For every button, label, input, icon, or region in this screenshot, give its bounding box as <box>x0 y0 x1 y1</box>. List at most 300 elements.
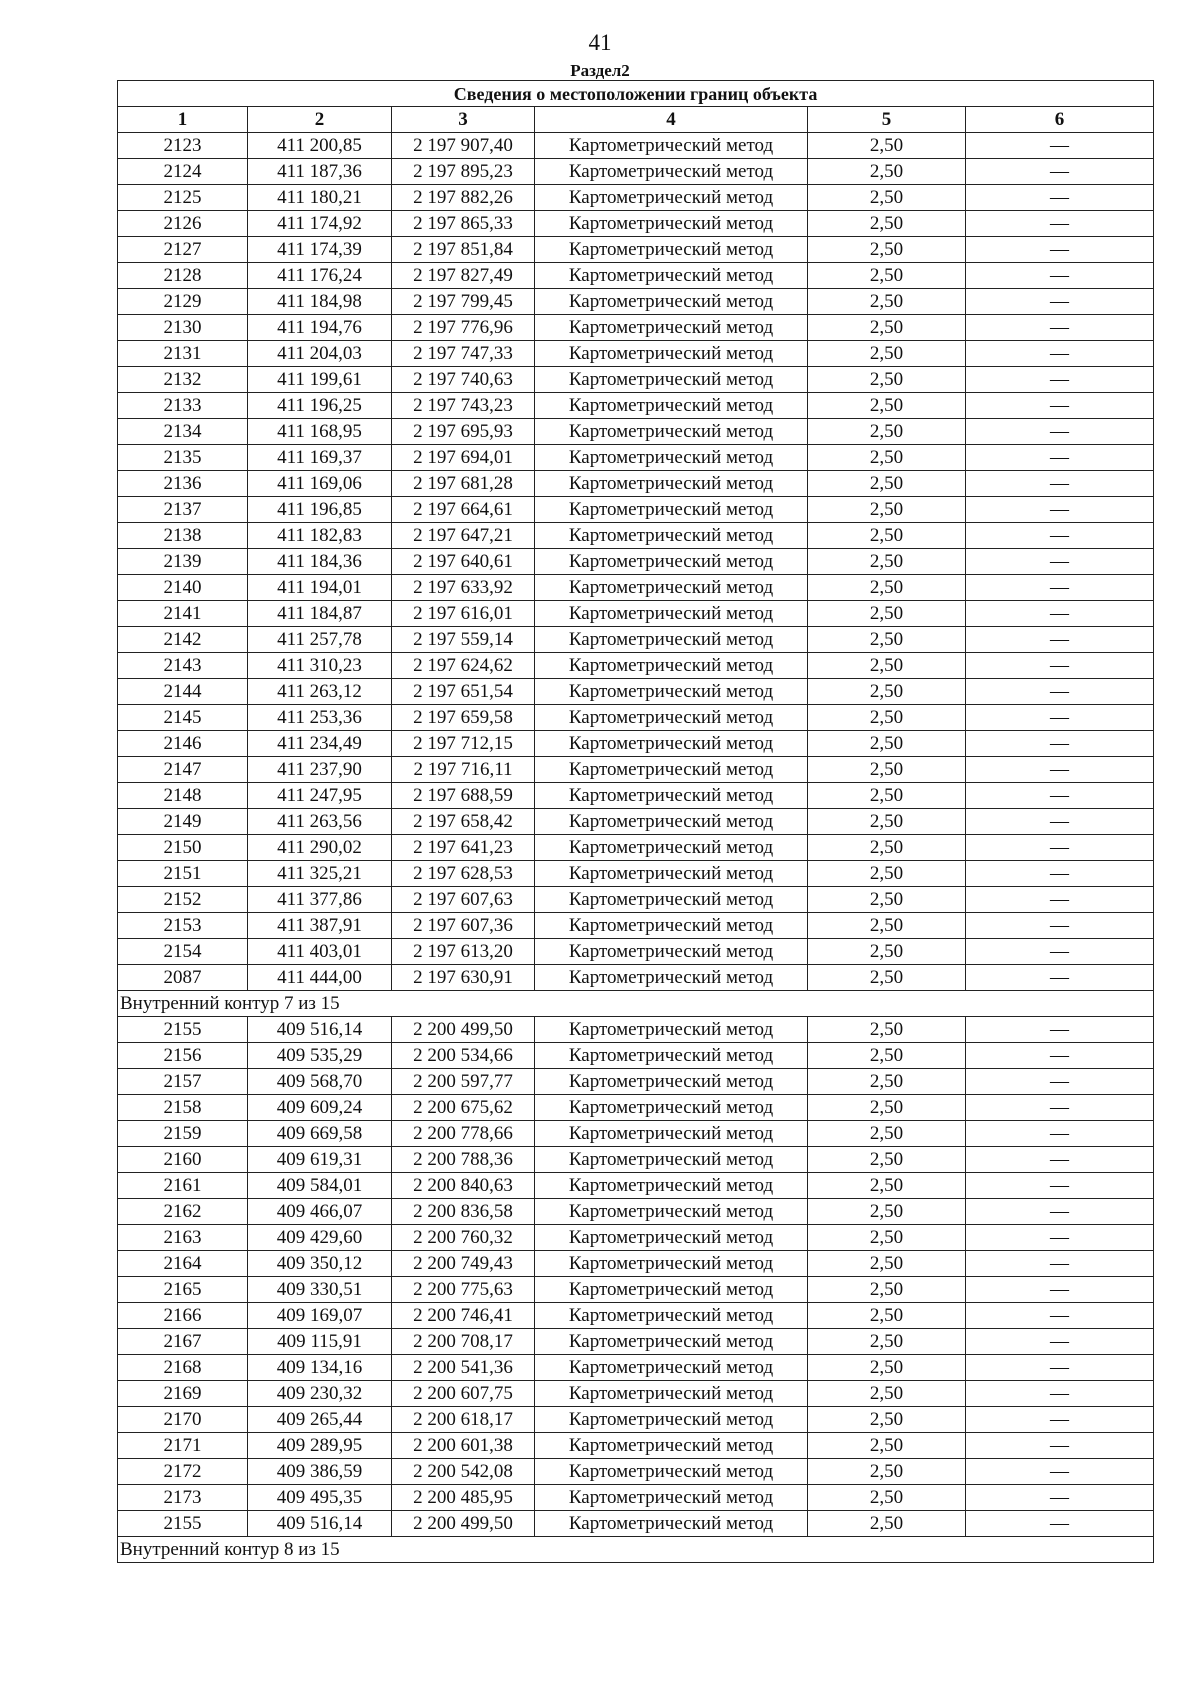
table-row <box>118 159 1154 185</box>
description-cell: — <box>966 315 1154 341</box>
accuracy-cell: 2,50 <box>808 1225 966 1251</box>
accuracy-cell: 2,50 <box>808 601 966 627</box>
x-coordinate-cell: 411 257,78 <box>248 627 392 653</box>
y-coordinate-cell: 2 197 895,23 <box>392 159 535 185</box>
description-cell: — <box>966 939 1154 965</box>
description-cell: — <box>966 757 1154 783</box>
accuracy-cell: 2,50 <box>808 679 966 705</box>
accuracy-cell: 2,50 <box>808 1069 966 1095</box>
point-number-cell: 2167 <box>118 1329 248 1355</box>
y-coordinate-cell: 2 197 659,58 <box>392 705 535 731</box>
table-row <box>118 497 1154 523</box>
method-cell: Картометрический метод <box>535 289 808 315</box>
table-row <box>118 523 1154 549</box>
y-coordinate-cell: 2 200 541,36 <box>392 1355 535 1381</box>
method-cell: Картометрический метод <box>535 1485 808 1511</box>
description-cell: — <box>966 211 1154 237</box>
table-row <box>118 471 1154 497</box>
x-coordinate-cell: 411 290,02 <box>248 835 392 861</box>
method-cell: Картометрический метод <box>535 965 808 991</box>
x-coordinate-cell: 409 134,16 <box>248 1355 392 1381</box>
accuracy-cell: 2,50 <box>808 1147 966 1173</box>
y-coordinate-cell: 2 197 613,20 <box>392 939 535 965</box>
point-number-cell: 2135 <box>118 445 248 471</box>
method-cell: Картометрический метод <box>535 731 808 757</box>
y-coordinate-cell: 2 197 851,84 <box>392 237 535 263</box>
y-coordinate-cell: 2 197 743,23 <box>392 393 535 419</box>
point-number-cell: 2151 <box>118 861 248 887</box>
accuracy-cell: 2,50 <box>808 809 966 835</box>
method-cell: Картометрический метод <box>535 1147 808 1173</box>
y-coordinate-cell: 2 197 628,53 <box>392 861 535 887</box>
y-coordinate-cell: 2 197 712,15 <box>392 731 535 757</box>
x-coordinate-cell: 411 403,01 <box>248 939 392 965</box>
point-number-cell: 2143 <box>118 653 248 679</box>
y-coordinate-cell: 2 197 640,61 <box>392 549 535 575</box>
method-cell: Картометрический метод <box>535 653 808 679</box>
x-coordinate-cell: 411 204,03 <box>248 341 392 367</box>
y-coordinate-cell: 2 200 499,50 <box>392 1017 535 1043</box>
accuracy-cell: 2,50 <box>808 1173 966 1199</box>
table-row <box>118 419 1154 445</box>
method-cell: Картометрический метод <box>535 393 808 419</box>
x-coordinate-cell: 411 199,61 <box>248 367 392 393</box>
x-coordinate-cell: 411 200,85 <box>248 133 392 159</box>
y-coordinate-cell: 2 200 499,50 <box>392 1511 535 1537</box>
table-row <box>118 1433 1154 1459</box>
description-cell: — <box>966 1121 1154 1147</box>
description-cell: — <box>966 523 1154 549</box>
description-cell: — <box>966 1173 1154 1199</box>
table-row <box>118 627 1154 653</box>
accuracy-cell: 2,50 <box>808 341 966 367</box>
accuracy-cell: 2,50 <box>808 1511 966 1537</box>
y-coordinate-cell: 2 200 788,36 <box>392 1147 535 1173</box>
table-row <box>118 289 1154 315</box>
x-coordinate-cell: 411 387,91 <box>248 913 392 939</box>
method-cell: Картометрический метод <box>535 1251 808 1277</box>
method-cell: Картометрический метод <box>535 185 808 211</box>
accuracy-cell: 2,50 <box>808 783 966 809</box>
method-cell: Картометрический метод <box>535 861 808 887</box>
y-coordinate-cell: 2 197 559,14 <box>392 627 535 653</box>
description-cell: — <box>966 809 1154 835</box>
table-row <box>118 263 1154 289</box>
description-cell: — <box>966 1329 1154 1355</box>
table-row <box>118 705 1154 731</box>
table-row <box>118 757 1154 783</box>
y-coordinate-cell: 2 200 775,63 <box>392 1277 535 1303</box>
table-row <box>118 1095 1154 1121</box>
description-cell: — <box>966 549 1154 575</box>
description-cell: — <box>966 419 1154 445</box>
accuracy-cell: 2,50 <box>808 1381 966 1407</box>
description-cell: — <box>966 445 1154 471</box>
description-cell: — <box>966 393 1154 419</box>
y-coordinate-cell: 2 197 907,40 <box>392 133 535 159</box>
accuracy-cell: 2,50 <box>808 939 966 965</box>
x-coordinate-cell: 409 535,29 <box>248 1043 392 1069</box>
x-coordinate-cell: 411 180,21 <box>248 185 392 211</box>
x-coordinate-cell: 411 196,25 <box>248 393 392 419</box>
description-cell: — <box>966 1069 1154 1095</box>
point-number-cell: 2130 <box>118 315 248 341</box>
x-coordinate-cell: 411 377,86 <box>248 887 392 913</box>
accuracy-cell: 2,50 <box>808 913 966 939</box>
accuracy-cell: 2,50 <box>808 523 966 549</box>
table-row <box>118 1407 1154 1433</box>
accuracy-cell: 2,50 <box>808 653 966 679</box>
x-coordinate-cell: 409 466,07 <box>248 1199 392 1225</box>
point-number-cell: 2148 <box>118 783 248 809</box>
table-row <box>118 237 1154 263</box>
point-number-cell: 2155 <box>118 1511 248 1537</box>
accuracy-cell: 2,50 <box>808 887 966 913</box>
x-coordinate-cell: 409 609,24 <box>248 1095 392 1121</box>
accuracy-cell: 2,50 <box>808 1329 966 1355</box>
table-row <box>118 861 1154 887</box>
table-row <box>118 1043 1154 1069</box>
point-number-cell: 2133 <box>118 393 248 419</box>
description-cell: — <box>966 367 1154 393</box>
x-coordinate-cell: 411 176,24 <box>248 263 392 289</box>
x-coordinate-cell: 411 182,83 <box>248 523 392 549</box>
method-cell: Картометрический метод <box>535 315 808 341</box>
x-coordinate-cell: 409 265,44 <box>248 1407 392 1433</box>
x-coordinate-cell: 409 516,14 <box>248 1511 392 1537</box>
method-cell: Картометрический метод <box>535 679 808 705</box>
x-coordinate-cell: 411 169,37 <box>248 445 392 471</box>
description-cell: — <box>966 1199 1154 1225</box>
point-number-cell: 2166 <box>118 1303 248 1329</box>
x-coordinate-cell: 411 325,21 <box>248 861 392 887</box>
x-coordinate-cell: 411 234,49 <box>248 731 392 757</box>
x-coordinate-cell: 411 263,12 <box>248 679 392 705</box>
point-number-cell: 2145 <box>118 705 248 731</box>
description-cell: — <box>966 289 1154 315</box>
x-coordinate-cell: 411 174,39 <box>248 237 392 263</box>
description-cell: — <box>966 835 1154 861</box>
y-coordinate-cell: 2 197 630,91 <box>392 965 535 991</box>
method-cell: Картометрический метод <box>535 1511 808 1537</box>
method-cell: Картометрический метод <box>535 1407 808 1433</box>
point-number-cell: 2138 <box>118 523 248 549</box>
y-coordinate-cell: 2 197 740,63 <box>392 367 535 393</box>
table-row <box>118 731 1154 757</box>
table-caption: Сведения о местоположении границ объекта <box>118 81 1154 107</box>
contour-heading-row <box>118 991 1154 1017</box>
point-number-cell: 2172 <box>118 1459 248 1485</box>
point-number-cell: 2158 <box>118 1095 248 1121</box>
x-coordinate-cell: 411 194,01 <box>248 575 392 601</box>
x-coordinate-cell: 411 184,36 <box>248 549 392 575</box>
point-number-cell: 2124 <box>118 159 248 185</box>
method-cell: Картометрический метод <box>535 887 808 913</box>
point-number-cell: 2160 <box>118 1147 248 1173</box>
method-cell: Картометрический метод <box>535 757 808 783</box>
point-number-cell: 2127 <box>118 237 248 263</box>
y-coordinate-cell: 2 197 799,45 <box>392 289 535 315</box>
point-number-cell: 2134 <box>118 419 248 445</box>
contour-label: Внутренний контур 7 из 15 <box>118 991 1154 1017</box>
point-number-cell: 2126 <box>118 211 248 237</box>
point-number-cell: 2132 <box>118 367 248 393</box>
method-cell: Картометрический метод <box>535 1017 808 1043</box>
accuracy-cell: 2,50 <box>808 237 966 263</box>
y-coordinate-cell: 2 200 708,17 <box>392 1329 535 1355</box>
accuracy-cell: 2,50 <box>808 1459 966 1485</box>
method-cell: Картометрический метод <box>535 1381 808 1407</box>
accuracy-cell: 2,50 <box>808 315 966 341</box>
y-coordinate-cell: 2 200 836,58 <box>392 1199 535 1225</box>
table-row <box>118 1251 1154 1277</box>
method-cell: Картометрический метод <box>535 835 808 861</box>
point-number-cell: 2128 <box>118 263 248 289</box>
point-number-cell: 2146 <box>118 731 248 757</box>
method-cell: Картометрический метод <box>535 705 808 731</box>
description-cell: — <box>966 861 1154 887</box>
accuracy-cell: 2,50 <box>808 445 966 471</box>
description-cell: — <box>966 341 1154 367</box>
column-header: 2 <box>248 107 392 133</box>
x-coordinate-cell: 411 310,23 <box>248 653 392 679</box>
section-title: Раздел2 <box>570 61 630 80</box>
point-number-cell: 2162 <box>118 1199 248 1225</box>
description-cell: — <box>966 913 1154 939</box>
method-cell: Картометрический метод <box>535 1277 808 1303</box>
method-cell: Картометрический метод <box>535 783 808 809</box>
accuracy-cell: 2,50 <box>808 1485 966 1511</box>
x-coordinate-cell: 411 237,90 <box>248 757 392 783</box>
y-coordinate-cell: 2 197 716,11 <box>392 757 535 783</box>
accuracy-cell: 2,50 <box>808 1043 966 1069</box>
x-coordinate-cell: 411 196,85 <box>248 497 392 523</box>
table-row <box>118 1303 1154 1329</box>
description-cell: — <box>966 237 1154 263</box>
point-number-cell: 2157 <box>118 1069 248 1095</box>
column-header: 3 <box>392 107 535 133</box>
method-cell: Картометрический метод <box>535 1199 808 1225</box>
table-row <box>118 1069 1154 1095</box>
method-cell: Картометрический метод <box>535 1355 808 1381</box>
method-cell: Картометрический метод <box>535 1459 808 1485</box>
x-coordinate-cell: 409 115,91 <box>248 1329 392 1355</box>
y-coordinate-cell: 2 197 681,28 <box>392 471 535 497</box>
page-number: 41 <box>588 30 612 55</box>
y-coordinate-cell: 2 200 597,77 <box>392 1069 535 1095</box>
y-coordinate-cell: 2 197 694,01 <box>392 445 535 471</box>
description-cell: — <box>966 1147 1154 1173</box>
accuracy-cell: 2,50 <box>808 757 966 783</box>
y-coordinate-cell: 2 197 776,96 <box>392 315 535 341</box>
y-coordinate-cell: 2 197 607,36 <box>392 913 535 939</box>
description-cell: — <box>966 1043 1154 1069</box>
x-coordinate-cell: 409 289,95 <box>248 1433 392 1459</box>
y-coordinate-cell: 2 197 882,26 <box>392 185 535 211</box>
accuracy-cell: 2,50 <box>808 627 966 653</box>
y-coordinate-cell: 2 197 865,33 <box>392 211 535 237</box>
point-number-cell: 2170 <box>118 1407 248 1433</box>
table-row <box>118 1485 1154 1511</box>
point-number-cell: 2152 <box>118 887 248 913</box>
accuracy-cell: 2,50 <box>808 1095 966 1121</box>
table-row <box>118 1329 1154 1355</box>
point-number-cell: 2141 <box>118 601 248 627</box>
accuracy-cell: 2,50 <box>808 1017 966 1043</box>
accuracy-cell: 2,50 <box>808 185 966 211</box>
method-cell: Картометрический метод <box>535 1225 808 1251</box>
description-cell: — <box>966 1251 1154 1277</box>
description-cell: — <box>966 705 1154 731</box>
accuracy-cell: 2,50 <box>808 393 966 419</box>
point-number-cell: 2155 <box>118 1017 248 1043</box>
y-coordinate-cell: 2 197 827,49 <box>392 263 535 289</box>
y-coordinate-cell: 2 200 485,95 <box>392 1485 535 1511</box>
point-number-cell: 2168 <box>118 1355 248 1381</box>
point-number-cell: 2163 <box>118 1225 248 1251</box>
y-coordinate-cell: 2 197 664,61 <box>392 497 535 523</box>
accuracy-cell: 2,50 <box>808 419 966 445</box>
description-cell: — <box>966 1511 1154 1537</box>
accuracy-cell: 2,50 <box>808 1355 966 1381</box>
accuracy-cell: 2,50 <box>808 211 966 237</box>
y-coordinate-cell: 2 197 651,54 <box>392 679 535 705</box>
description-cell: — <box>966 653 1154 679</box>
method-cell: Картометрический метод <box>535 627 808 653</box>
description-cell: — <box>966 185 1154 211</box>
description-cell: — <box>966 1381 1154 1407</box>
table-row <box>118 185 1154 211</box>
point-number-cell: 2165 <box>118 1277 248 1303</box>
point-number-cell: 2125 <box>118 185 248 211</box>
accuracy-cell: 2,50 <box>808 1251 966 1277</box>
point-number-cell: 2149 <box>118 809 248 835</box>
method-cell: Картометрический метод <box>535 523 808 549</box>
point-number-cell: 2129 <box>118 289 248 315</box>
method-cell: Картометрический метод <box>535 1173 808 1199</box>
y-coordinate-cell: 2 197 747,33 <box>392 341 535 367</box>
method-cell: Картометрический метод <box>535 1121 808 1147</box>
point-number-cell: 2137 <box>118 497 248 523</box>
description-cell: — <box>966 731 1154 757</box>
table-row <box>118 315 1154 341</box>
y-coordinate-cell: 2 200 746,41 <box>392 1303 535 1329</box>
x-coordinate-cell: 409 495,35 <box>248 1485 392 1511</box>
table-row <box>118 939 1154 965</box>
table-row <box>118 1277 1154 1303</box>
y-coordinate-cell: 2 200 778,66 <box>392 1121 535 1147</box>
method-cell: Картометрический метод <box>535 1069 808 1095</box>
method-cell: Картометрический метод <box>535 211 808 237</box>
y-coordinate-cell: 2 197 695,93 <box>392 419 535 445</box>
table-row <box>118 1459 1154 1485</box>
table-caption-row <box>118 81 1154 107</box>
method-cell: Картометрический метод <box>535 601 808 627</box>
contour-heading-row <box>118 1537 1154 1563</box>
x-coordinate-cell: 411 174,92 <box>248 211 392 237</box>
y-coordinate-cell: 2 200 760,32 <box>392 1225 535 1251</box>
table-row <box>118 445 1154 471</box>
point-number-cell: 2156 <box>118 1043 248 1069</box>
y-coordinate-cell: 2 197 624,62 <box>392 653 535 679</box>
y-coordinate-cell: 2 197 616,01 <box>392 601 535 627</box>
method-cell: Картометрический метод <box>535 1043 808 1069</box>
accuracy-cell: 2,50 <box>808 549 966 575</box>
accuracy-cell: 2,50 <box>808 1121 966 1147</box>
description-cell: — <box>966 1303 1154 1329</box>
table-row <box>118 1199 1154 1225</box>
description-cell: — <box>966 887 1154 913</box>
description-cell: — <box>966 1225 1154 1251</box>
x-coordinate-cell: 409 584,01 <box>248 1173 392 1199</box>
method-cell: Картометрический метод <box>535 159 808 185</box>
y-coordinate-cell: 2 200 675,62 <box>392 1095 535 1121</box>
point-number-cell: 2153 <box>118 913 248 939</box>
method-cell: Картометрический метод <box>535 367 808 393</box>
description-cell: — <box>966 1433 1154 1459</box>
accuracy-cell: 2,50 <box>808 133 966 159</box>
point-number-cell: 2087 <box>118 965 248 991</box>
table-row <box>118 887 1154 913</box>
table-row <box>118 679 1154 705</box>
table-row <box>118 133 1154 159</box>
table-row <box>118 965 1154 991</box>
method-cell: Картометрический метод <box>535 497 808 523</box>
point-number-cell: 2136 <box>118 471 248 497</box>
point-number-cell: 2144 <box>118 679 248 705</box>
column-header: 1 <box>118 107 248 133</box>
method-cell: Картометрический метод <box>535 939 808 965</box>
description-cell: — <box>966 1407 1154 1433</box>
description-cell: — <box>966 1485 1154 1511</box>
point-number-cell: 2159 <box>118 1121 248 1147</box>
y-coordinate-cell: 2 197 633,92 <box>392 575 535 601</box>
column-header: 5 <box>808 107 966 133</box>
point-number-cell: 2169 <box>118 1381 248 1407</box>
accuracy-cell: 2,50 <box>808 731 966 757</box>
description-cell: — <box>966 1017 1154 1043</box>
x-coordinate-cell: 411 168,95 <box>248 419 392 445</box>
accuracy-cell: 2,50 <box>808 1303 966 1329</box>
description-cell: — <box>966 263 1154 289</box>
description-cell: — <box>966 679 1154 705</box>
x-coordinate-cell: 409 330,51 <box>248 1277 392 1303</box>
x-coordinate-cell: 411 444,00 <box>248 965 392 991</box>
accuracy-cell: 2,50 <box>808 1199 966 1225</box>
table-row <box>118 341 1154 367</box>
table-row <box>118 1381 1154 1407</box>
point-number-cell: 2154 <box>118 939 248 965</box>
description-cell: — <box>966 575 1154 601</box>
x-coordinate-cell: 409 169,07 <box>248 1303 392 1329</box>
point-number-cell: 2161 <box>118 1173 248 1199</box>
accuracy-cell: 2,50 <box>808 159 966 185</box>
point-number-cell: 2140 <box>118 575 248 601</box>
point-number-cell: 2131 <box>118 341 248 367</box>
accuracy-cell: 2,50 <box>808 497 966 523</box>
x-coordinate-cell: 411 184,98 <box>248 289 392 315</box>
table-row <box>118 653 1154 679</box>
point-number-cell: 2139 <box>118 549 248 575</box>
x-coordinate-cell: 411 247,95 <box>248 783 392 809</box>
table-body <box>118 81 1154 1563</box>
x-coordinate-cell: 409 516,14 <box>248 1017 392 1043</box>
column-header: 4 <box>535 107 808 133</box>
x-coordinate-cell: 411 169,06 <box>248 471 392 497</box>
x-coordinate-cell: 409 386,59 <box>248 1459 392 1485</box>
y-coordinate-cell: 2 200 840,63 <box>392 1173 535 1199</box>
table-row <box>118 1017 1154 1043</box>
